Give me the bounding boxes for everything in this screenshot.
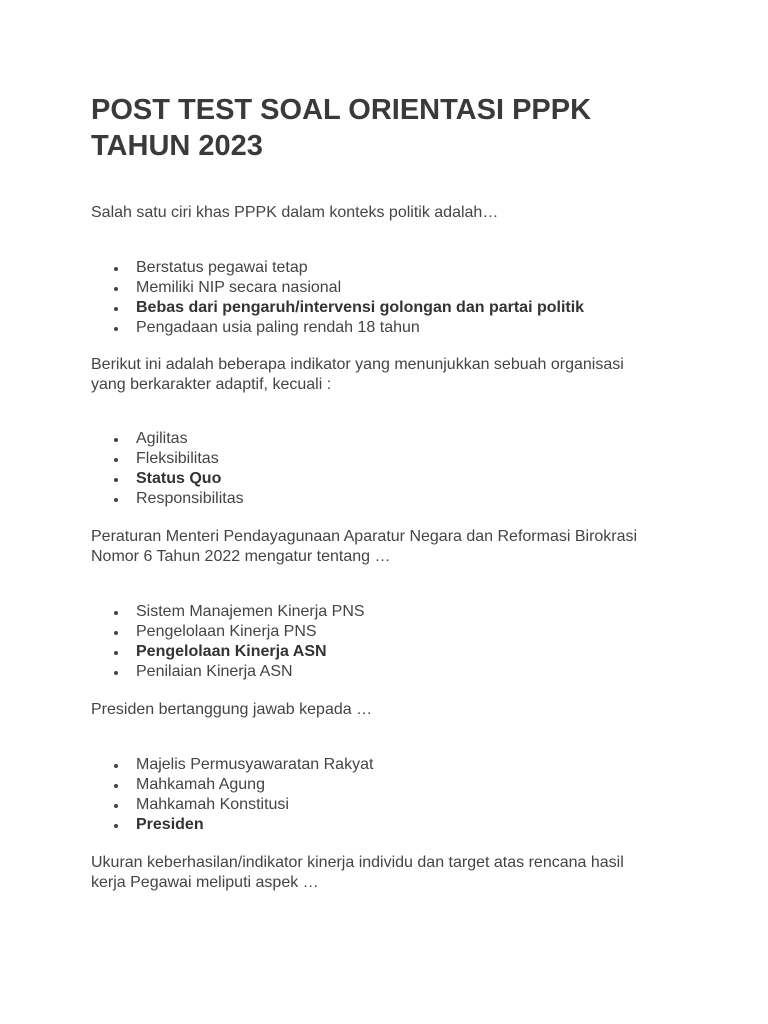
option-item: Berstatus pegawai tetap [91,258,691,278]
options-list-2 [91,429,691,509]
option-item: Pengadaan usia paling rendah 18 tahun [91,318,691,338]
option-item: Responsibilitas [91,489,691,509]
option-item: Agilitas [91,429,691,449]
option-item: Sistem Manajemen Kinerja PNS [91,602,691,622]
question-4: Presiden bertanggung jawab kepada … [91,701,373,718]
option-item: Majelis Permusyawaratan Rakyat [91,755,691,775]
question-2 [91,355,691,395]
option-item: Mahkamah Agung [91,775,691,795]
option-item: Memiliki NIP secara nasional [91,278,691,298]
correct-option: Presiden [91,815,691,835]
question-5 [91,853,691,893]
question-1: Salah satu ciri khas PPPK dalam konteks politik adalah… [91,204,499,221]
option-item: Fleksibilitas [91,449,691,469]
question-2-line-2: yang berkarakter adaptif, kecuali : [91,376,332,393]
question-3-line-2: Nomor 6 Tahun 2022 mengatur tentang … [91,548,391,565]
question-5-line-1: Ukuran keberhasilan/indikator kinerja individu dan target atas rencana hasil [91,854,624,871]
option-item: Penilaian Kinerja ASN [91,662,691,682]
title-line-2: TAHUN 2023 [91,130,263,162]
option-item: Pengelolaan Kinerja PNS [91,622,691,642]
options-list-1 [91,258,691,338]
document-title [91,92,691,164]
options-list-3 [91,602,691,682]
correct-option: Status Quo [91,469,691,489]
document-page [91,92,691,893]
correct-option: Pengelolaan Kinerja ASN [91,642,691,662]
question-3 [91,527,691,567]
options-list-4 [91,755,691,835]
question-5-line-2: kerja Pegawai meliputi aspek … [91,874,319,891]
title-line-1: POST TEST SOAL ORIENTASI PPPK [91,94,592,126]
question-2-line-1: Berikut ini adalah beberapa indikator yang menunjukkan sebuah organisasi [91,356,624,373]
question-3-line-1: Peraturan Menteri Pendayagunaan Aparatur Negara dan Reformasi Birokrasi [91,528,638,545]
correct-option: Bebas dari pengaruh/intervensi golongan dan partai politik [91,298,691,318]
option-item: Mahkamah Konstitusi [91,795,691,815]
